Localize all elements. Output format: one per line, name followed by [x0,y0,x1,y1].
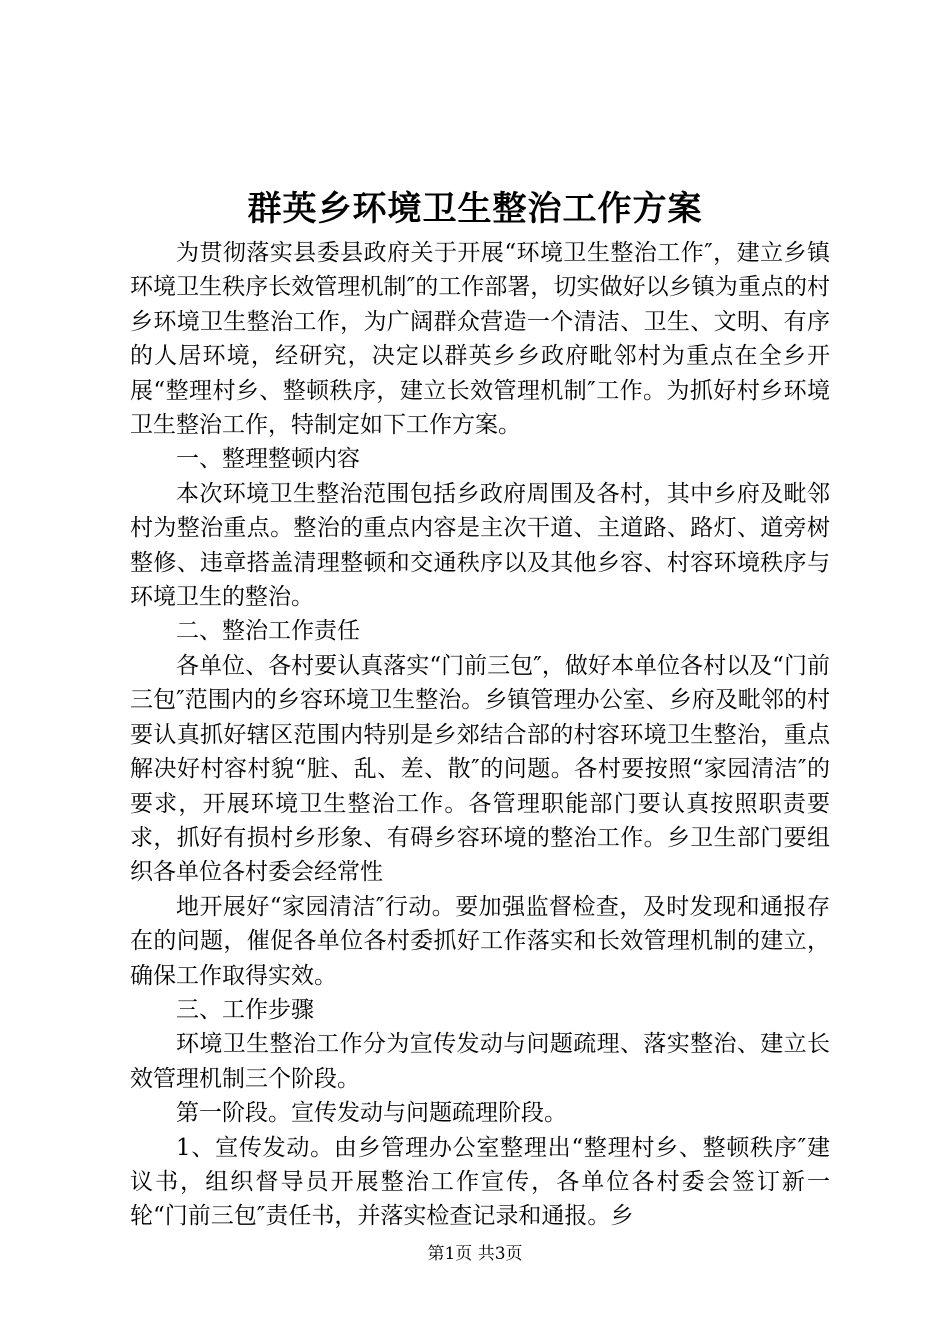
paragraph-scope: 本次环境卫生整治范围包括乡政府周围及各村，其中乡府及毗邻村为整治重点。整治的重点内容是主次干道、主道路、路灯、道旁树整修、违章搭盖清理整顿和交通秩序以及其他乡容、村容环境秩序与环境卫生的整治。 [130,480,830,611]
document-body [130,236,830,1234]
paragraph-publicity: 1、宣传发动。由乡管理办公室整理出“整理村乡、整顿秩序″建议书，组织督导员开展整治工作宣传，各单位各村委会签订新一轮“门前三包″责任书，并落实检查记录和通报。乡 [130,1134,830,1230]
section-heading-2: 二、整治工作责任 [176,618,360,645]
paragraph-responsibility-cont: 地开展好“家园清洁″行动。要加强监督检查，及时发现和通报存在的问题，催促各单位各村委抓好工作落实和长效管理机制的建立，确保工作取得实效。 [130,893,830,989]
section-heading-1: 一、整理整顿内容 [176,446,360,473]
paragraph-intro: 为贯彻落实县委县政府关于开展“环境卫生整治工作″，建立乡镇环境卫生秩序长效管理机制″的工作部署，切实做好以乡镇为重点的村乡环境卫生整治工作，为广阔群众营造一个清洁、卫生、文明、有序的人居环境，经研究，决定以群英乡乡政府毗邻村为重点在全乡开展“整理村乡、整顿秩序，建立长效管理机制″工作。为抓好村乡环境卫生整治工作，特制定如下工作方案。 [130,240,830,439]
paragraph-stage-one: 第一阶段。宣传发动与问题疏理阶段。 [176,1100,567,1127]
paragraph-responsibility: 各单位、各村要认真落实“门前三包″，做好本单位各村以及“门前三包″范围内的乡容环境卫生整治。乡镇管理办公室、乡府及毗邻的村要认真抓好辖区范围内特别是乡郊结合部的村容环境卫生整治，重点解决好村容村貌“脏、乱、差、散″的问题。各村要按照“家园清洁″的要求，开展环境卫生整治工作。各管理职能部门要认真按照职责要求，抓好有损村乡形象、有碍乡容环境的整治工作。乡卫生部门要组织各单位各村委会经常性 [130,652,830,886]
paragraph-steps: 环境卫生整治工作分为宣传发动与问题疏理、落实整治、建立长效管理机制三个阶段。 [130,1031,830,1092]
document-title: 群英乡环境卫生整治工作方案 [247,189,703,229]
page-number-footer: 第1页 共3页 [427,1244,523,1264]
section-heading-3: 三、工作步骤 [176,996,314,1023]
